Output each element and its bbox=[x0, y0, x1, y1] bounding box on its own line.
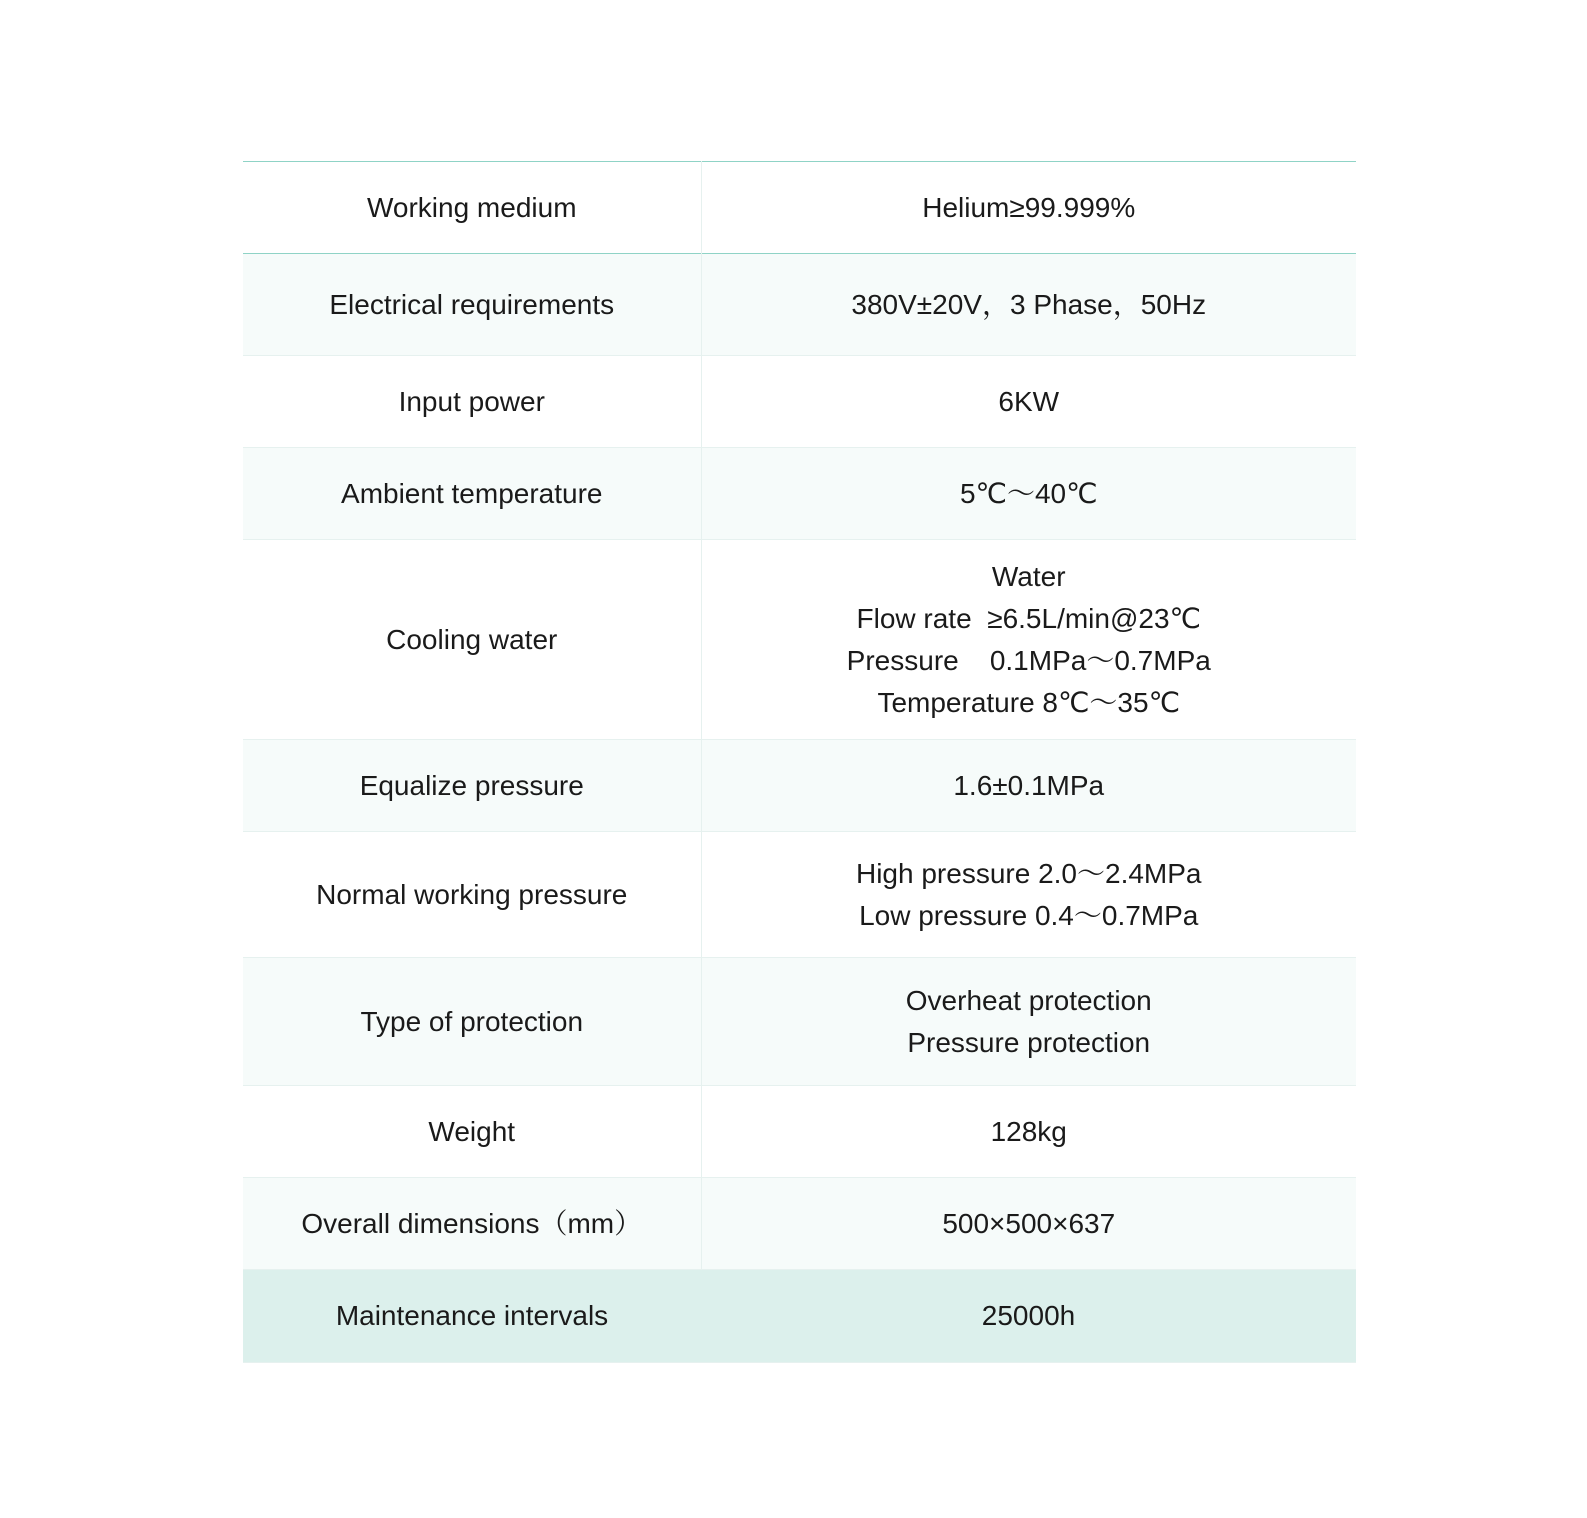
spec-label: Maintenance intervals bbox=[335, 1300, 609, 1331]
spec-value-line: 500×500×637 bbox=[942, 1207, 1116, 1239]
spec-value-line: Pressure 0.1MPa～0.7MPa bbox=[846, 644, 1211, 676]
spec-value-line: Low pressure 0.4～0.7MPa bbox=[859, 899, 1199, 931]
spec-value-line: 1.6±0.1MPa bbox=[953, 769, 1105, 801]
spec-value-line: Water bbox=[991, 560, 1066, 592]
spec-value bbox=[701, 356, 1356, 448]
spec-value bbox=[701, 448, 1356, 540]
spec-value bbox=[701, 958, 1356, 1086]
spec-value-line: High pressure 2.0～2.4MPa bbox=[855, 857, 1202, 889]
spec-value-line: Overheat protection bbox=[905, 984, 1152, 1016]
spec-value-line: Temperature 8℃～35℃ bbox=[877, 686, 1181, 718]
spec-label: Cooling water bbox=[243, 540, 701, 740]
table-row bbox=[243, 540, 1356, 740]
table-row bbox=[243, 832, 1356, 958]
spec-label: Normal working pressure bbox=[243, 832, 701, 958]
spec-value-line: 5℃～40℃ bbox=[959, 477, 1098, 509]
table-row bbox=[243, 1178, 1356, 1270]
spec-value-line: Helium≥99.999% bbox=[922, 191, 1136, 223]
spec-value bbox=[701, 1178, 1356, 1270]
spec-label: Ambient temperature bbox=[243, 448, 701, 540]
spec-label: Input power bbox=[243, 356, 701, 448]
table-row bbox=[243, 254, 1356, 356]
spec-label: Equalize pressure bbox=[243, 740, 701, 832]
spec-value bbox=[701, 740, 1356, 832]
spec-label: Type of protection bbox=[243, 958, 701, 1086]
table-row bbox=[243, 1086, 1356, 1178]
spec-value-line: 380V±20V，3 Phase，50Hz bbox=[851, 288, 1207, 320]
spec-value-line: Pressure protection bbox=[907, 1026, 1151, 1058]
spec-value bbox=[701, 1270, 1356, 1363]
spec-value bbox=[701, 1086, 1356, 1178]
table-row bbox=[243, 162, 1356, 254]
spec-value bbox=[701, 254, 1356, 356]
spec-value-line: Flow rate ≥6.5L/min@23℃ bbox=[856, 602, 1201, 634]
spec-label: Electrical requirements bbox=[243, 254, 701, 356]
table-row bbox=[243, 740, 1356, 832]
table-row bbox=[243, 1270, 1356, 1363]
spec-label: Overall dimensions（mm） bbox=[243, 1178, 701, 1270]
spec-value-line: 6KW bbox=[998, 385, 1060, 417]
spec-label: Weight bbox=[243, 1086, 701, 1178]
table-row bbox=[243, 958, 1356, 1086]
table-row bbox=[243, 448, 1356, 540]
spec-label: Working medium bbox=[243, 162, 701, 254]
specification-table bbox=[243, 161, 1356, 1363]
spec-value bbox=[701, 540, 1356, 740]
spec-value bbox=[701, 832, 1356, 958]
table-row bbox=[243, 356, 1356, 448]
spec-value bbox=[701, 162, 1356, 254]
spec-value-line: 25000h bbox=[981, 1300, 1076, 1331]
spec-value-line: 128kg bbox=[990, 1115, 1067, 1147]
